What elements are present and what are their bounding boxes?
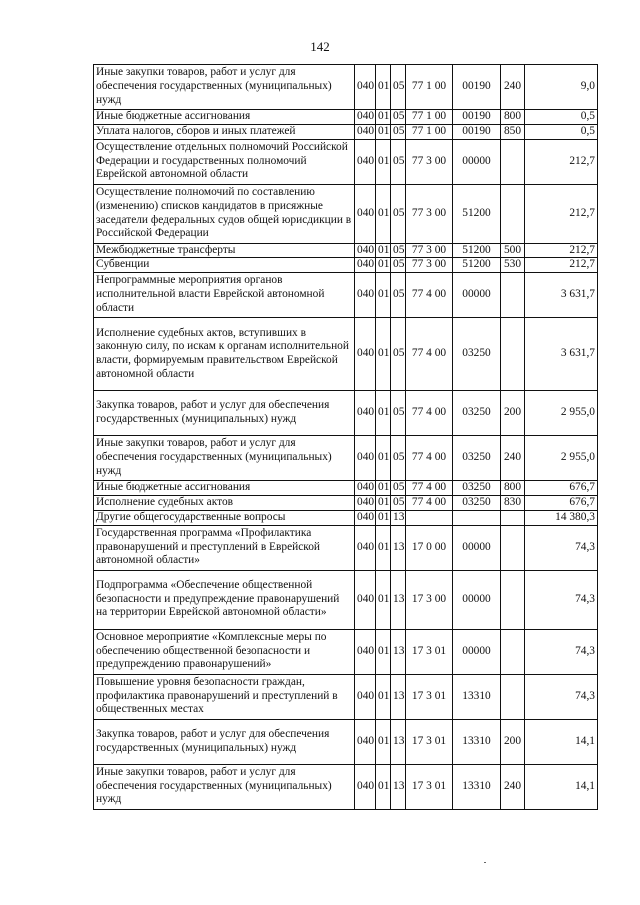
- target-article-code: 77 4 00: [406, 481, 453, 496]
- target-article-subcode: 00000: [453, 139, 501, 184]
- row-name: Повышение уровня безопасности граждан, профилактика правонарушений и преступлений в общественных местах: [94, 674, 355, 719]
- target-article-subcode: 03250: [453, 391, 501, 436]
- subsection-code: 05: [391, 124, 406, 139]
- expense-type-code: 830: [501, 495, 525, 510]
- subsection-code: 13: [391, 719, 406, 764]
- ministry-code: 040: [355, 139, 376, 184]
- table-row: [94, 510, 598, 525]
- table-row: [94, 65, 598, 110]
- expense-type-code: 200: [501, 391, 525, 436]
- amount: 212,7: [525, 258, 598, 273]
- amount: 212,7: [525, 184, 598, 243]
- target-article-code: 17 3 01: [406, 674, 453, 719]
- amount: 0,5: [525, 110, 598, 125]
- expense-type-code: 800: [501, 110, 525, 125]
- section-code: 01: [376, 719, 391, 764]
- ministry-code: 040: [355, 65, 376, 110]
- table-row: [94, 481, 598, 496]
- ministry-code: 040: [355, 629, 376, 674]
- expense-type-code: 530: [501, 258, 525, 273]
- section-code: 01: [376, 764, 391, 809]
- target-article-subcode: 00000: [453, 525, 501, 570]
- amount: 3 631,7: [525, 318, 598, 391]
- subsection-code: 05: [391, 184, 406, 243]
- row-name: Иные бюджетные ассигнования: [94, 110, 355, 125]
- ministry-code: 040: [355, 436, 376, 481]
- ministry-code: 040: [355, 243, 376, 258]
- ministry-code: 040: [355, 525, 376, 570]
- subsection-code: 13: [391, 570, 406, 629]
- row-name: Субвенции: [94, 258, 355, 273]
- expense-type-code: [501, 525, 525, 570]
- row-name: Закупка товаров, работ и услуг для обеспечения государственных (муниципальных) нужд: [94, 391, 355, 436]
- amount: 0,5: [525, 124, 598, 139]
- row-name: Подпрограмма «Обеспечение общественной безопасности и предупреждение правонарушений на территории Еврейской автономной области»: [94, 570, 355, 629]
- target-article-code: 77 4 00: [406, 318, 453, 391]
- expense-type-code: [501, 510, 525, 525]
- table-row: [94, 764, 598, 809]
- subsection-code: 05: [391, 391, 406, 436]
- amount: 676,7: [525, 495, 598, 510]
- table-row: [94, 495, 598, 510]
- row-name: Иные закупки товаров, работ и услуг для обеспечения государственных (муниципальных) нужд: [94, 436, 355, 481]
- ministry-code: 040: [355, 391, 376, 436]
- budget-table: [93, 64, 598, 810]
- amount: 74,3: [525, 525, 598, 570]
- section-code: 01: [376, 110, 391, 125]
- section-code: 01: [376, 318, 391, 391]
- section-code: 01: [376, 481, 391, 496]
- section-code: 01: [376, 124, 391, 139]
- subsection-code: 13: [391, 629, 406, 674]
- table-row: [94, 436, 598, 481]
- target-article-code: 77 4 00: [406, 436, 453, 481]
- ministry-code: 040: [355, 318, 376, 391]
- subsection-code: 05: [391, 258, 406, 273]
- ministry-code: 040: [355, 273, 376, 318]
- section-code: 01: [376, 391, 391, 436]
- table-row: [94, 124, 598, 139]
- table-row: [94, 719, 598, 764]
- section-code: 01: [376, 184, 391, 243]
- target-article-code: [406, 510, 453, 525]
- section-code: 01: [376, 495, 391, 510]
- amount: 74,3: [525, 674, 598, 719]
- expense-type-code: [501, 318, 525, 391]
- target-article-code: 77 4 00: [406, 273, 453, 318]
- ministry-code: 040: [355, 258, 376, 273]
- ministry-code: 040: [355, 110, 376, 125]
- expense-type-code: [501, 184, 525, 243]
- target-article-code: 17 3 01: [406, 629, 453, 674]
- table-row: [94, 391, 598, 436]
- amount: 2 955,0: [525, 391, 598, 436]
- ministry-code: 040: [355, 510, 376, 525]
- row-name: Осуществление отдельных полномочий Российской Федерации и государственных полномочий Еврейской автономной области: [94, 139, 355, 184]
- amount: 676,7: [525, 481, 598, 496]
- ministry-code: 040: [355, 764, 376, 809]
- target-article-subcode: 03250: [453, 436, 501, 481]
- target-article-code: 17 0 00: [406, 525, 453, 570]
- target-article-subcode: 13310: [453, 764, 501, 809]
- expense-type-code: 500: [501, 243, 525, 258]
- subsection-code: 05: [391, 110, 406, 125]
- row-name: Исполнение судебных актов, вступивших в законную силу, по искам к органам исполнительной власти, формируемым правительством Еврейской автономной области: [94, 318, 355, 391]
- table-row: [94, 273, 598, 318]
- target-article-code: 77 1 00: [406, 65, 453, 110]
- table-row: [94, 629, 598, 674]
- target-article-subcode: 03250: [453, 318, 501, 391]
- table-row: [94, 110, 598, 125]
- target-article-subcode: 00190: [453, 124, 501, 139]
- amount: 74,3: [525, 629, 598, 674]
- target-article-code: 17 3 01: [406, 764, 453, 809]
- expense-type-code: [501, 674, 525, 719]
- section-code: 01: [376, 674, 391, 719]
- subsection-code: 05: [391, 139, 406, 184]
- target-article-code: 77 3 00: [406, 258, 453, 273]
- ministry-code: 040: [355, 184, 376, 243]
- expense-type-code: 240: [501, 436, 525, 481]
- subsection-code: 13: [391, 674, 406, 719]
- subsection-code: 13: [391, 525, 406, 570]
- section-code: 01: [376, 273, 391, 318]
- amount: 9,0: [525, 65, 598, 110]
- amount: 212,7: [525, 139, 598, 184]
- table-row: [94, 139, 598, 184]
- subsection-code: 13: [391, 510, 406, 525]
- scan-speck: [484, 862, 486, 863]
- target-article-subcode: 00190: [453, 65, 501, 110]
- expense-type-code: 850: [501, 124, 525, 139]
- table-row: [94, 318, 598, 391]
- target-article-code: 77 1 00: [406, 110, 453, 125]
- section-code: 01: [376, 525, 391, 570]
- target-article-subcode: 03250: [453, 495, 501, 510]
- subsection-code: 05: [391, 481, 406, 496]
- row-name: Закупка товаров, работ и услуг для обеспечения государственных (муниципальных) нужд: [94, 719, 355, 764]
- amount: 14,1: [525, 719, 598, 764]
- table-row: [94, 525, 598, 570]
- section-code: 01: [376, 436, 391, 481]
- expense-type-code: [501, 139, 525, 184]
- table-body: [94, 65, 598, 810]
- row-name: Иные закупки товаров, работ и услуг для обеспечения государственных (муниципальных) нужд: [94, 764, 355, 809]
- section-code: 01: [376, 570, 391, 629]
- target-article-subcode: 00000: [453, 629, 501, 674]
- ministry-code: 040: [355, 495, 376, 510]
- subsection-code: 05: [391, 65, 406, 110]
- table-row: [94, 243, 598, 258]
- row-name: Межбюджетные трансферты: [94, 243, 355, 258]
- page-number: 142: [310, 39, 330, 54]
- expense-type-code: 800: [501, 481, 525, 496]
- target-article-code: 77 4 00: [406, 391, 453, 436]
- amount: 74,3: [525, 570, 598, 629]
- expense-type-code: 240: [501, 65, 525, 110]
- section-code: 01: [376, 629, 391, 674]
- subsection-code: 13: [391, 764, 406, 809]
- table-row: [94, 258, 598, 273]
- target-article-subcode: 51200: [453, 243, 501, 258]
- row-name: Иные закупки товаров, работ и услуг для обеспечения государственных (муниципальных) нужд: [94, 65, 355, 110]
- row-name: Непрограммные мероприятия органов исполнительной власти Еврейской автономной области: [94, 273, 355, 318]
- row-name: Осуществление полномочий по составлению (изменению) списков кандидатов в присяжные заседатели федеральных судов общей юрисдикции в Российской Федерации: [94, 184, 355, 243]
- expense-type-code: [501, 629, 525, 674]
- ministry-code: 040: [355, 124, 376, 139]
- target-article-subcode: 13310: [453, 674, 501, 719]
- target-article-subcode: [453, 510, 501, 525]
- amount: 14 380,3: [525, 510, 598, 525]
- amount: 14,1: [525, 764, 598, 809]
- target-article-subcode: 51200: [453, 258, 501, 273]
- amount: 2 955,0: [525, 436, 598, 481]
- target-article-subcode: 51200: [453, 184, 501, 243]
- target-article-subcode: 03250: [453, 481, 501, 496]
- target-article-subcode: 00000: [453, 273, 501, 318]
- ministry-code: 040: [355, 674, 376, 719]
- ministry-code: 040: [355, 570, 376, 629]
- ministry-code: 040: [355, 481, 376, 496]
- target-article-subcode: 13310: [453, 719, 501, 764]
- table-row: [94, 570, 598, 629]
- expense-type-code: [501, 273, 525, 318]
- subsection-code: 05: [391, 243, 406, 258]
- section-code: 01: [376, 243, 391, 258]
- target-article-code: 77 4 00: [406, 495, 453, 510]
- section-code: 01: [376, 139, 391, 184]
- subsection-code: 05: [391, 273, 406, 318]
- row-name: Исполнение судебных актов: [94, 495, 355, 510]
- target-article-code: 17 3 00: [406, 570, 453, 629]
- row-name: Основное мероприятие «Комплексные меры по обеспечению общественной безопасности и предупреждению правонарушений»: [94, 629, 355, 674]
- subsection-code: 05: [391, 436, 406, 481]
- expense-type-code: [501, 570, 525, 629]
- table-row: [94, 674, 598, 719]
- row-name: Государственная программа «Профилактика правонарушений и преступлений в Еврейской автономной области»: [94, 525, 355, 570]
- target-article-code: 77 1 00: [406, 124, 453, 139]
- expense-type-code: 200: [501, 719, 525, 764]
- row-name: Иные бюджетные ассигнования: [94, 481, 355, 496]
- target-article-subcode: 00000: [453, 570, 501, 629]
- target-article-subcode: 00190: [453, 110, 501, 125]
- target-article-code: 17 3 01: [406, 719, 453, 764]
- amount: 3 631,7: [525, 273, 598, 318]
- expense-type-code: 240: [501, 764, 525, 809]
- section-code: 01: [376, 258, 391, 273]
- row-name: Другие общегосударственные вопросы: [94, 510, 355, 525]
- target-article-code: 77 3 00: [406, 139, 453, 184]
- amount: 212,7: [525, 243, 598, 258]
- target-article-code: 77 3 00: [406, 184, 453, 243]
- subsection-code: 05: [391, 318, 406, 391]
- row-name: Уплата налогов, сборов и иных платежей: [94, 124, 355, 139]
- section-code: 01: [376, 510, 391, 525]
- target-article-code: 77 3 00: [406, 243, 453, 258]
- ministry-code: 040: [355, 719, 376, 764]
- subsection-code: 05: [391, 495, 406, 510]
- table-row: [94, 184, 598, 243]
- section-code: 01: [376, 65, 391, 110]
